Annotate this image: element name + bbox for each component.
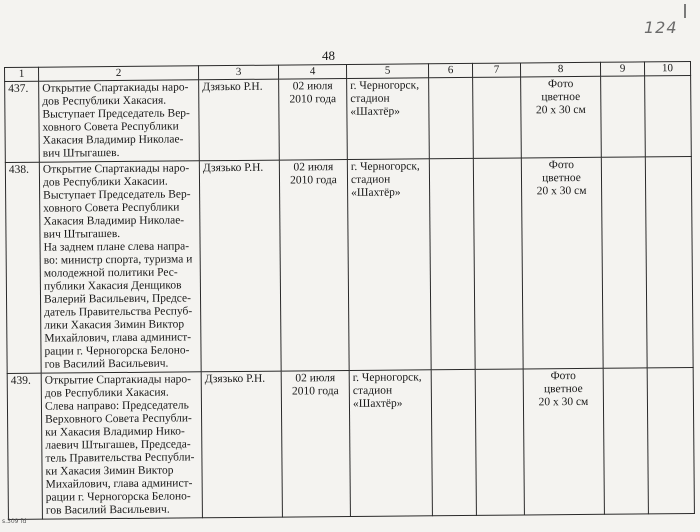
media-type-line: 20 х 30 см bbox=[538, 395, 589, 409]
column-6-cell bbox=[429, 158, 475, 369]
column-10-cell bbox=[645, 76, 692, 157]
column-header: 5 bbox=[346, 64, 428, 79]
column-header: 4 bbox=[278, 65, 346, 80]
table-row bbox=[5, 76, 692, 163]
place-line: стадион bbox=[352, 384, 393, 397]
register-table bbox=[4, 61, 695, 520]
date-line: 02 июля bbox=[295, 372, 336, 385]
date-line: 02 июля bbox=[292, 80, 333, 93]
media-type-line: цветное bbox=[541, 90, 581, 104]
description-line: Открытие Спартакиады наро- bbox=[42, 81, 189, 95]
column-6-cell bbox=[429, 77, 474, 158]
description-line: На заднем плане слева напра- bbox=[43, 240, 190, 254]
date-line: 2010 года bbox=[291, 385, 339, 398]
column-header: 8 bbox=[520, 62, 600, 77]
page-number: 48 bbox=[322, 48, 335, 63]
description-line: Слева направо: Председатель bbox=[44, 399, 189, 413]
description-line: ки Хакасия Зимин Виктор bbox=[45, 464, 174, 478]
item-number-cell: 438. bbox=[5, 162, 41, 373]
media-type-cell bbox=[521, 157, 603, 369]
description-line: публики Хакасия Денщиков bbox=[43, 279, 182, 293]
description-line: дов Республики Хакасии. bbox=[42, 175, 168, 189]
column-9-cell bbox=[603, 368, 648, 514]
description-line: ховного Совета Республики bbox=[42, 120, 179, 134]
description-line: Выступает Председатель Вер- bbox=[43, 188, 191, 202]
column-7-cell bbox=[473, 158, 523, 369]
place-line: г. Черногорск, bbox=[352, 371, 422, 384]
table-row bbox=[7, 367, 694, 519]
description-line: Хакасия Владимир Николае- bbox=[42, 133, 184, 147]
place-line: стадион bbox=[350, 92, 390, 105]
place-cell bbox=[347, 78, 430, 160]
page-edge-mark bbox=[684, 4, 686, 18]
column-6-cell bbox=[431, 369, 476, 515]
date-cell bbox=[279, 79, 348, 161]
description-line: Верховного Совета Республи- bbox=[45, 412, 192, 426]
description-cell bbox=[39, 161, 201, 373]
column-header: 2 bbox=[39, 66, 199, 81]
media-type-cell bbox=[521, 76, 602, 158]
item-number-cell: 437. bbox=[5, 81, 40, 162]
column-header: 6 bbox=[428, 63, 472, 77]
item-number-cell: 439. bbox=[7, 373, 42, 519]
place-line: «Шахтёр» bbox=[350, 105, 401, 118]
description-line: гов Василий Васильевич. bbox=[45, 503, 170, 517]
description-cell bbox=[39, 80, 200, 162]
date-cell bbox=[281, 370, 350, 517]
author-cell: Дзязько Р.Н. bbox=[199, 160, 281, 372]
description-line: во: министр спорта, туризма и bbox=[43, 253, 193, 267]
media-type-line: 20 х 30 см bbox=[536, 184, 587, 198]
place-line: «Шахтёр» bbox=[351, 186, 401, 199]
description-line: Михайлович, глава админист- bbox=[45, 477, 193, 491]
description-line: рации г. Черногорска Белоно- bbox=[44, 344, 190, 358]
description-line: датель Правительства Респуб- bbox=[44, 305, 193, 319]
media-type-line: цветное bbox=[542, 171, 581, 185]
description-line: лики Хакасия Зимин Виктор bbox=[44, 318, 185, 332]
description-line: Открытие Спартакиады наро- bbox=[44, 373, 192, 387]
description-line: вич Штыгашев. bbox=[43, 227, 121, 241]
table-body bbox=[5, 76, 695, 520]
media-type-line: цветное bbox=[543, 382, 583, 396]
description-line: Михайлович, глава админист- bbox=[44, 331, 192, 345]
description-cell bbox=[41, 372, 202, 519]
footer-mark: s.309 fd bbox=[2, 518, 27, 525]
column-10-cell bbox=[645, 157, 693, 368]
description-line: тель Правительства Республи- bbox=[45, 451, 195, 465]
place-cell bbox=[347, 159, 431, 371]
column-10-cell bbox=[647, 367, 694, 513]
description-line: молодежной политики Рес- bbox=[43, 266, 178, 280]
media-type-line: Фото bbox=[547, 78, 574, 91]
date-line: 2010 года bbox=[290, 174, 337, 187]
place-cell bbox=[349, 370, 432, 517]
description-line: дов Республики Хакасия. bbox=[44, 386, 169, 400]
description-line: дов Республики Хакасия. bbox=[42, 94, 167, 108]
date-cell bbox=[279, 160, 349, 372]
column-header: 1 bbox=[5, 67, 39, 81]
column-9-cell bbox=[601, 157, 647, 368]
column-header: 7 bbox=[472, 63, 520, 77]
description-line: Валерий Васильевич, Предсе- bbox=[43, 292, 192, 306]
place-line: г. Черногорск, bbox=[350, 160, 420, 173]
description-line: гов Василий Васильевич. bbox=[44, 357, 169, 371]
place-line: стадион bbox=[350, 173, 391, 186]
description-line: рации г. Черногорска Белоно- bbox=[45, 490, 191, 504]
place-line: г. Черногорск, bbox=[350, 79, 420, 92]
column-7-cell bbox=[473, 77, 522, 158]
media-type-line: Фото bbox=[548, 159, 575, 172]
table-row bbox=[5, 157, 693, 374]
column-header: 10 bbox=[644, 62, 690, 76]
date-line: 2010 года bbox=[289, 93, 337, 106]
media-type-line: 20 х 30 см bbox=[535, 103, 586, 117]
description-line: вич Штыгашев. bbox=[42, 146, 120, 160]
column-header: 3 bbox=[198, 65, 278, 80]
description-line: лаевич Штыгашев, Председа- bbox=[45, 438, 191, 452]
column-9-cell bbox=[601, 76, 646, 157]
author-cell: Дзязько Р.Н. bbox=[199, 79, 280, 161]
description-line: Выступает Председатель Вер- bbox=[42, 107, 190, 121]
handwritten-sheet-number: 124 bbox=[644, 18, 678, 37]
date-line: 02 июля bbox=[293, 161, 334, 174]
media-type-line: Фото bbox=[550, 370, 576, 383]
column-7-cell bbox=[475, 369, 524, 515]
description-line: Хакасия Владимир Николае- bbox=[43, 214, 185, 228]
description-line: ки Хакасия Владимир Нико- bbox=[45, 425, 185, 439]
author-cell: Дзязько Р.Н. bbox=[201, 371, 282, 518]
media-type-cell bbox=[523, 368, 604, 515]
description-line: ховного Совета Республики bbox=[43, 201, 180, 215]
description-line: Открытие Спартакиады наро- bbox=[42, 162, 190, 176]
place-line: «Шахтёр» bbox=[352, 397, 403, 410]
column-header: 9 bbox=[600, 62, 644, 76]
